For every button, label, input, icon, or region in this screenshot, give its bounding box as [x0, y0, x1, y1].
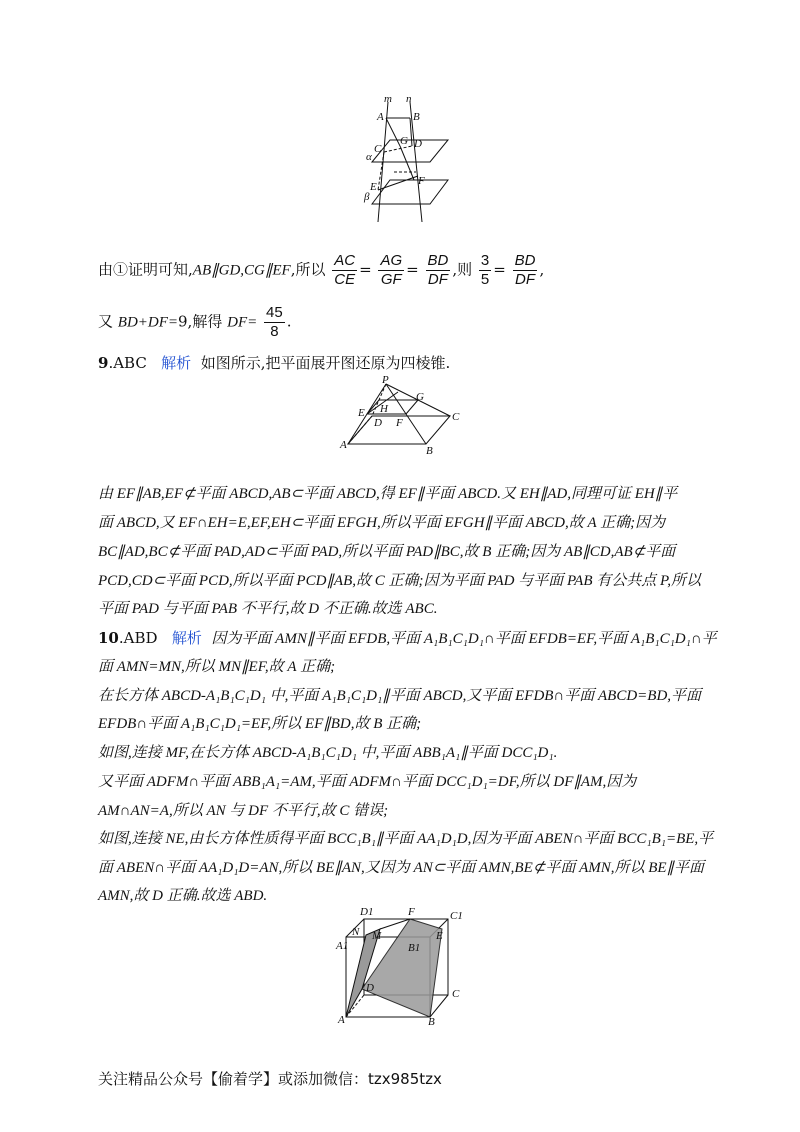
q10-line-9: 面 ABEN∩平面 AA₁D₁D=AN,所以 BE∥AN,又因为 AN⊂平面 AMN,BE⊄平面 AMN,所以 BE∥平面 [98, 860, 705, 876]
q9-line-1: 由 EF∥AB,EF⊄平面 ABCD,AB⊂平面 ABCD,得 EF∥平面 ABCD.又 EH∥AD,同理可证 EH∥平 [98, 486, 678, 502]
q10-line-10: AMN,故 D 正确.故选 ABD. [98, 888, 268, 904]
q10-line-6: 又平面 ADFM∩平面 ABB₁A₁=AM,平面 ADFM∩平面 DCC₁D₁=DF,所以 DF∥AM,因为 [98, 774, 637, 790]
fig10-label-C1: C1 [450, 910, 463, 922]
fig10-label-A1: A1 [336, 940, 349, 952]
fig10-label-N: N [352, 926, 360, 938]
fig10-label-C: C [452, 988, 460, 1000]
q9-line-4: PCD,CD⊂平面 PCD,所以平面 PCD∥AB,故 C 正确;因为平面 PAD 与平面 PAB 有公共点 P,所以 [98, 573, 701, 589]
fraction-45-8: $\frac{45}{8}$ [266, 304, 283, 340]
fig1-label-F: F [418, 175, 425, 187]
q10-analysis-tag: 解析 [171, 629, 202, 647]
fraction-3-5: $\frac{3}{5}$ [480, 252, 490, 288]
fig10-label-M: M [372, 930, 382, 942]
q10-line-3: 在长方体 ABCD-A₁B₁C₁D₁ 中,平面 A₁B₁C₁D₁∥平面 ABCD,又平面 EFDB∩平面 ABCD=BD,平面 [98, 688, 702, 704]
fig9-label-P: P [382, 374, 389, 386]
fig9-label-A: A [340, 439, 347, 451]
proof-line-1: 由①证明可知,AB∥GD,CG∥EF,所以 $\frac{AC}{CE}$ = $\frac{AG}{GF}$ = $\frac{BD}{DF}$ ,则 $\frac{3}{5}$ = $\frac{BD}{DF}$ , [98, 252, 545, 288]
q9-line-2: 面 ABCD,又 EF∩EH=E,EF,EH⊂平面 EFGH,所以平面 EFGH∥平面 ABCD,故 A 正确;因为 [98, 515, 666, 531]
fig10-label-E: E [436, 930, 443, 942]
q10-header: 10.ABD 解析 因为平面 AMN∥平面 EFDB,平面 A₁B₁C₁D₁∩平面 EFDB=EF,平面 A₁B₁C₁D₁∩平 [98, 629, 717, 647]
footer-promo-text: 关注精品公众号【偷着学】或添加微信：tzx985tzx [98, 1070, 442, 1088]
fraction-bd-df: $\frac{BD}{DF}$ [427, 252, 449, 288]
figure-pyramid [338, 374, 468, 456]
fig9-label-G: G [416, 391, 424, 403]
fraction-ag-gf: $\frac{AG}{GF}$ [380, 252, 403, 288]
fig9-label-H: H [380, 403, 388, 415]
fig1-label-A: A [377, 111, 384, 123]
fig9-label-C: C [452, 411, 460, 423]
fig1-label-E: E [370, 181, 377, 193]
fig1-label-m: m [384, 93, 392, 105]
fraction-ac-ce: $\frac{AC}{CE}$ [334, 252, 356, 288]
fig9-label-F: F [396, 417, 403, 429]
q9-analysis-tag: 解析 [161, 354, 192, 372]
fig1-label-G: G [400, 135, 408, 147]
q10-line-4: EFDB∩平面 A₁B₁C₁D₁=EF,所以 EF∥BD,故 B 正确; [98, 716, 422, 732]
fig1-label-beta: β [364, 191, 370, 203]
q10-line-2: 面 AMN=MN,所以 MN∥EF,故 A 正确; [98, 659, 336, 675]
fig9-label-E: E [358, 407, 365, 419]
fig10-label-F: F [408, 906, 415, 918]
q10-line-8: 如图,连接 NE,由长方体性质得平面 BCC₁B₁∥平面 AA₁D₁D,因为平面 ABEN∩平面 BCC₁B₁=BE,平 [98, 831, 714, 847]
fig10-label-B1: B1 [408, 942, 421, 954]
q9-line-5: 平面 PAD 与平面 PAB 不平行,故 D 不正确.故选 ABC. [98, 601, 438, 617]
figure-cuboid [332, 905, 472, 1027]
fig10-label-B: B [428, 1016, 435, 1027]
fig1-label-alpha: α [366, 151, 372, 163]
fig10-label-A: A [338, 1014, 345, 1026]
figure-parallel-planes [350, 92, 450, 224]
fig10-label-D: D [366, 982, 374, 994]
fig9-label-D: D [374, 417, 382, 429]
q9-header: 9.ABC 解析 如图所示,把平面展开图还原为四棱锥. [98, 354, 451, 372]
proof-line-2: 又 BD+DF=9,解得 DF= $\frac{45}{8}$ . [98, 304, 292, 340]
q10-line-5: 如图,连接 MF,在长方体 ABCD-A₁B₁C₁D₁ 中,平面 ABB₁A₁∥平面 DCC₁D₁. [98, 745, 558, 761]
fig1-label-C: C [374, 143, 382, 155]
fig9-label-B: B [426, 445, 433, 456]
fig1-label-D: D [414, 138, 422, 150]
fig1-label-B: B [413, 111, 420, 123]
q10-line-7: AM∩AN=A,所以 AN 与 DF 不平行,故 C 错误; [98, 803, 389, 819]
fig10-label-D1: D1 [360, 906, 374, 918]
fraction-bd-df-2: $\frac{BD}{DF}$ [514, 252, 536, 288]
q9-line-3: BC∥AD,BC⊄平面 PAD,AD⊂平面 PAD,所以平面 PAD∥BC,故 B 正确;因为 AB∥CD,AB⊄平面 [98, 544, 676, 560]
fig1-label-n: n [406, 93, 412, 105]
